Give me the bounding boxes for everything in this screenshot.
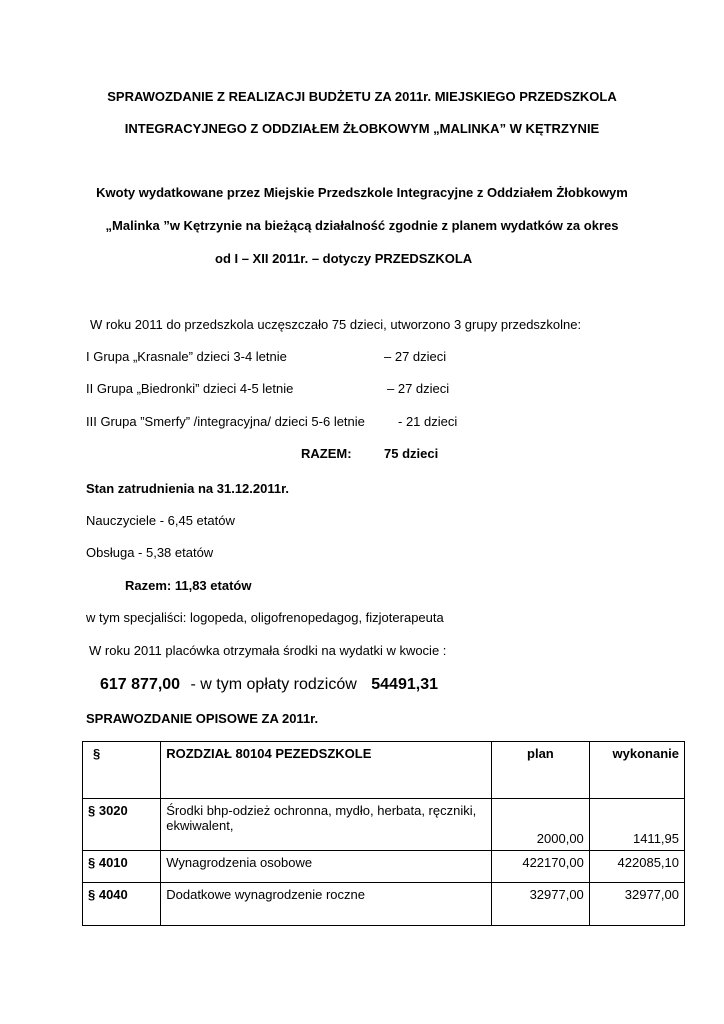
report-heading: SPRAWOZDANIE OPISOWE ZA 2011r. — [86, 711, 319, 726]
subtitle-line-2: „Malinka ”w Kętrzynie na bieżącą działalność zgodnie z planem wydatków za okres — [105, 218, 619, 233]
group-1-count: – 27 dzieci — [384, 349, 447, 364]
total-value: 75 dzieci — [384, 446, 439, 461]
staff-specialists: w tym specjaliści: logopeda, oligofrenopedagog, fizjoterapeuta — [86, 610, 444, 625]
staff-heading: Stan zatrudnienia na 31.12.2011r. — [86, 481, 290, 496]
total-label: RAZEM: — [301, 446, 352, 461]
row-execution: 422085,10 — [589, 851, 684, 883]
staff-total: Razem: 11,83 etatów — [125, 578, 252, 593]
funds-parents-amount: 54491,31 — [371, 676, 438, 693]
table-header-row — [83, 742, 685, 799]
funds-line — [100, 677, 438, 693]
group-3-count: - 21 dzieci — [398, 414, 458, 429]
title-line-2: INTEGRACYJNEGO Z ODDZIAŁEM ŻŁOBKOWYM „MALINKA” W KĘTRZYNIE — [124, 121, 600, 136]
table-row — [83, 883, 685, 926]
row-description: Dodatkowe wynagrodzenie roczne — [161, 883, 492, 926]
group-2-name: II Grupa „Biedronki” dzieci 4-5 letnie — [86, 381, 294, 396]
row-execution: 32977,00 — [589, 883, 684, 926]
row-paragraph: § 4010 — [83, 851, 161, 883]
row-plan: 32977,00 — [491, 883, 589, 926]
row-plan: 2000,00 — [491, 799, 589, 851]
header-execution: wykonanie — [589, 742, 684, 799]
header-plan: plan — [491, 742, 589, 799]
budget-table — [82, 741, 685, 926]
row-plan: 422170,00 — [491, 851, 589, 883]
group-1-name: I Grupa „Krasnale” dzieci 3-4 letnie — [86, 349, 287, 364]
table-row — [83, 799, 685, 851]
subtitle-line-3: od I – XII 2011r. – dotyczy PRZEDSZKOLA — [215, 251, 473, 266]
funds-intro: W roku 2011 placówka otrzymała środki na wydatki w kwocie : — [89, 643, 447, 658]
row-execution: 1411,95 — [589, 799, 684, 851]
header-paragraph: § — [83, 742, 161, 799]
staff-teachers: Nauczyciele - 6,45 etatów — [86, 513, 235, 528]
table-row — [83, 851, 685, 883]
staff-service: Obsługa - 5,38 etatów — [86, 545, 214, 560]
row-description: Środki bhp-odzież ochronna, mydło, herbata, ręczniki, ekwiwalent, — [161, 799, 492, 851]
title-line-1: SPRAWOZDANIE Z REALIZACJI BUDŻETU ZA 2011r. MIEJSKIEGO PRZEDSZKOLA — [107, 89, 617, 104]
group-3-name: III Grupa ”Smerfy” /integracyjna/ dzieci 5-6 letnie — [86, 414, 365, 429]
subtitle-line-1: Kwoty wydatkowane przez Miejskie Przedszkole Integracyjne z Oddziałem Żłobkowym — [96, 185, 628, 200]
row-paragraph: § 4040 — [83, 883, 161, 926]
row-description: Wynagrodzenia osobowe — [161, 851, 492, 883]
header-chapter: ROZDZIAŁ 80104 PEZEDSZKOLE — [161, 742, 492, 799]
row-paragraph: § 3020 — [83, 799, 161, 851]
intro-text: W roku 2011 do przedszkola uczęszczało 75 dzieci, utworzono 3 grupy przedszkolne: — [90, 317, 582, 332]
funds-amount: 617 877,00 — [100, 676, 181, 693]
funds-separator: - w tym opłaty rodziców — [190, 676, 357, 693]
group-2-count: – 27 dzieci — [387, 381, 450, 396]
